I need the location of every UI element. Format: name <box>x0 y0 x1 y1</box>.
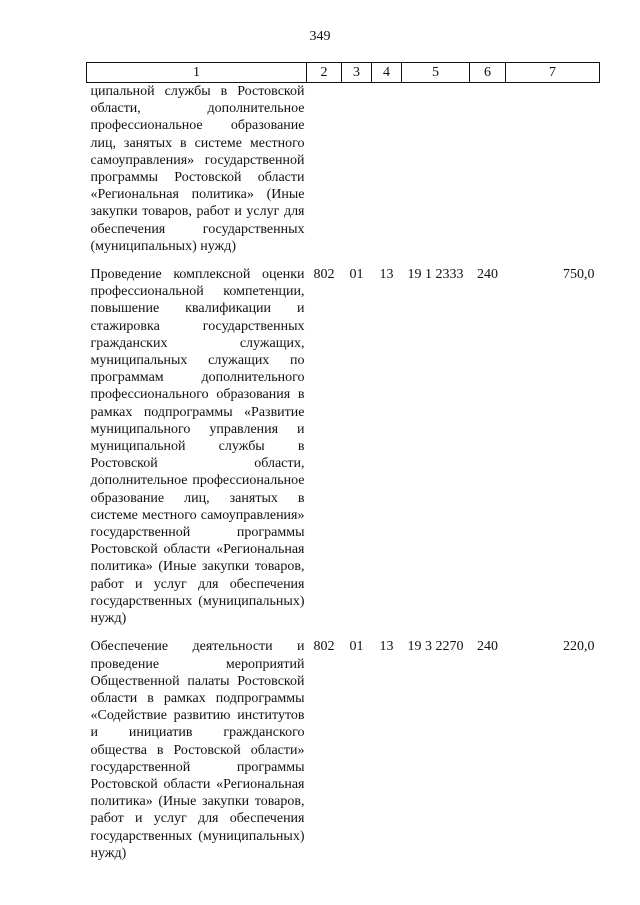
row-expense-type <box>470 83 506 267</box>
column-header-5: 5 <box>402 63 470 83</box>
row-amount: 750,0 <box>563 267 595 283</box>
column-header-4: 4 <box>372 63 402 83</box>
row-target-article: 19 1 2333 <box>407 267 464 283</box>
column-header-1: 1 <box>87 63 307 83</box>
row-subsection-code <box>372 83 402 267</box>
row-subsection-code: 13 <box>379 639 394 655</box>
page-number: 349 <box>309 29 331 44</box>
table-row <box>87 638 600 873</box>
row-target-article <box>402 83 470 267</box>
column-header-6: 6 <box>470 63 506 83</box>
column-header-3: 3 <box>342 63 372 83</box>
row-description: ципальной службы в Ростовской области, дополнительное профессиональное образование лиц, занятых в системе местного самоуправления» государственной программы Ростовской области «Региональная политика» (Иные закупки товаров, работ и услуг для обеспечения государственных (муниципальных) нужд) <box>90 84 305 254</box>
row-ministry-code: 802 <box>313 639 335 655</box>
table-row <box>87 266 600 638</box>
budget-table <box>86 62 600 873</box>
row-expense-type: 240 <box>477 639 498 655</box>
row-subsection-code: 13 <box>379 267 394 283</box>
row-ministry-code <box>307 83 342 267</box>
row-section-code: 01 <box>349 639 364 655</box>
row-amount: 220,0 <box>563 639 595 655</box>
column-header-2: 2 <box>307 63 342 83</box>
table-header-row <box>87 63 600 83</box>
row-description: Обеспечение деятельности и проведение мероприятий Общественной палаты Ростовской области в рамках подпрограммы «Содействие развитию институтов и инициатив гражданского общества в Ростовской области» государственной программы Ростовской области «Региональная политика» (Иные закупки товаров, работ и услуг для обеспечения государственных (муниципальных) нужд) <box>90 639 305 861</box>
row-ministry-code: 802 <box>313 267 335 283</box>
column-header-7: 7 <box>506 63 600 83</box>
row-description: Проведение комплексной оценки профессиональной компетенции, повышение квалификации и стажировка государственных гражданских служащих, муниципальных служащих по программам дополнительного профессионального образования в рамках подпрограммы «Развитие муниципального управления и муниципальной службы в Ростовской области, дополнительное профессиональное образование лиц, занятых в системе местного самоуправления» государственной программы Ростовской области «Региональная политика» (Иные закупки товаров, работ и услуг для обеспечения государственных (муниципальных) нужд) <box>90 267 305 627</box>
row-section-code: 01 <box>349 267 364 283</box>
row-section-code <box>342 83 372 267</box>
row-amount <box>506 83 600 267</box>
row-target-article: 19 3 2270 <box>407 639 464 655</box>
table-row <box>87 83 600 267</box>
row-expense-type: 240 <box>477 267 498 283</box>
